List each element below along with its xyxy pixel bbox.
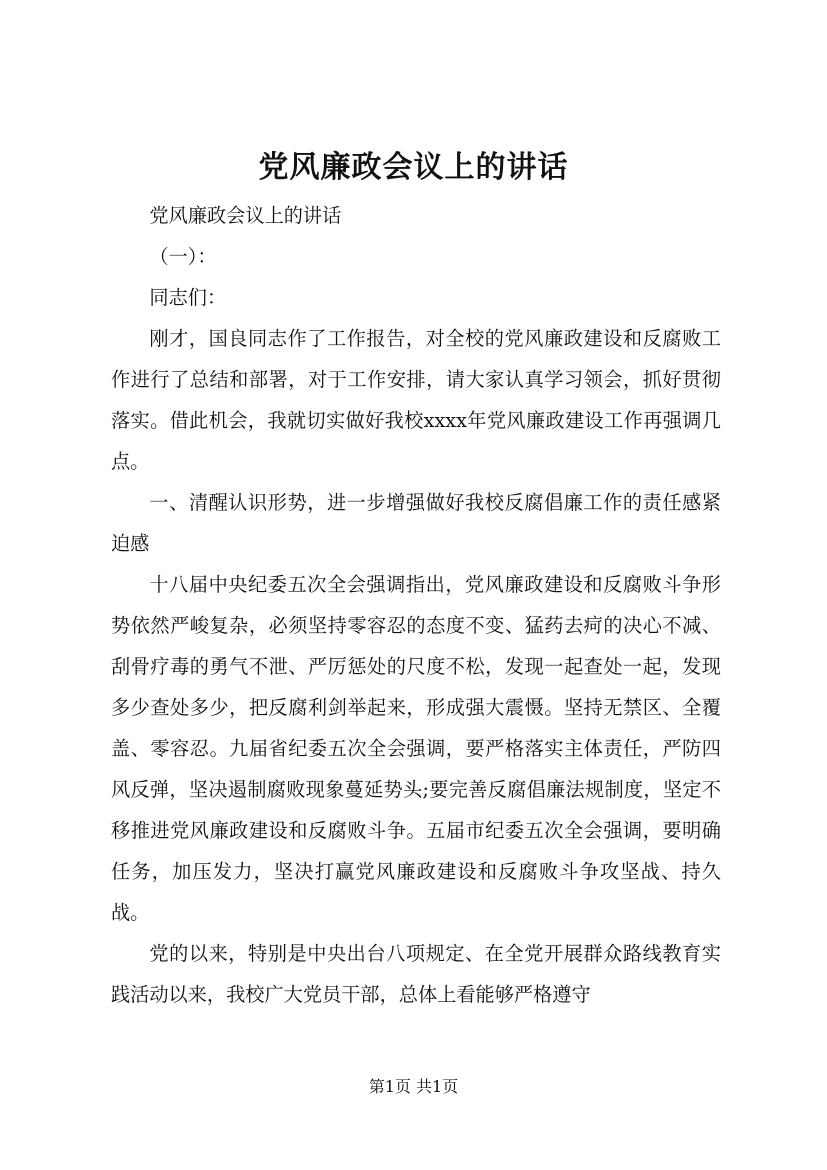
paragraph-heading-one: 一、清醒认识形势，进一步增强做好我校反腐倡廉工作的责任感紧迫感 <box>111 491 721 555</box>
document-title: 党风廉政会议上的讲话 <box>258 150 569 185</box>
paragraph-section-number: （一）： <box>149 245 217 268</box>
document-body <box>111 195 721 1015</box>
page-footer: 第1页 共1页 <box>368 1077 459 1096</box>
paragraph-subtitle: 党风廉政会议上的讲话 <box>149 204 342 227</box>
paragraph-situation: 十八届中央纪委五次全会强调指出，党风廉政建设和反腐败斗争形势依然严峻复杂，必须坚持零容忍的态度不变、猛药去疴的决心不减、刮骨疗毒的勇气不泄、严厉惩处的尺度不松，发现一起查处一起，发现多少查处多少，把反腐利剑举起来，形成强大震慑。坚持无禁区、全覆盖、零容忍。九届省纪委五次全会强调，要严格落实主体责任，严防四风反弹，坚决遏制腐败现象蔓延势头;要完善反腐倡廉法规制度，坚定不移推进党风廉政建设和反腐败斗争。五届市纪委五次全会强调，要明确任务，加压发力，坚决打赢党风廉政建设和反腐败斗争攻坚战、持久战。 <box>111 573 721 924</box>
paragraph-since: 党的以来，特别是中央出台八项规定、在全党开展群众路线教育实践活动以来，我校广大党员干部，总体上看能够严格遵守 <box>111 942 721 1006</box>
paragraph-intro: 刚才，国良同志作了工作报告，对全校的党风廉政建设和反腐败工作进行了总结和部署，对于工作安排，请大家认真学习领会，抓好贯彻落实。借此机会，我就切实做好我校xxxx年党风廉政建设工作再强调几点。 <box>111 327 721 473</box>
paragraph-salutation: 同志们： <box>149 286 227 309</box>
